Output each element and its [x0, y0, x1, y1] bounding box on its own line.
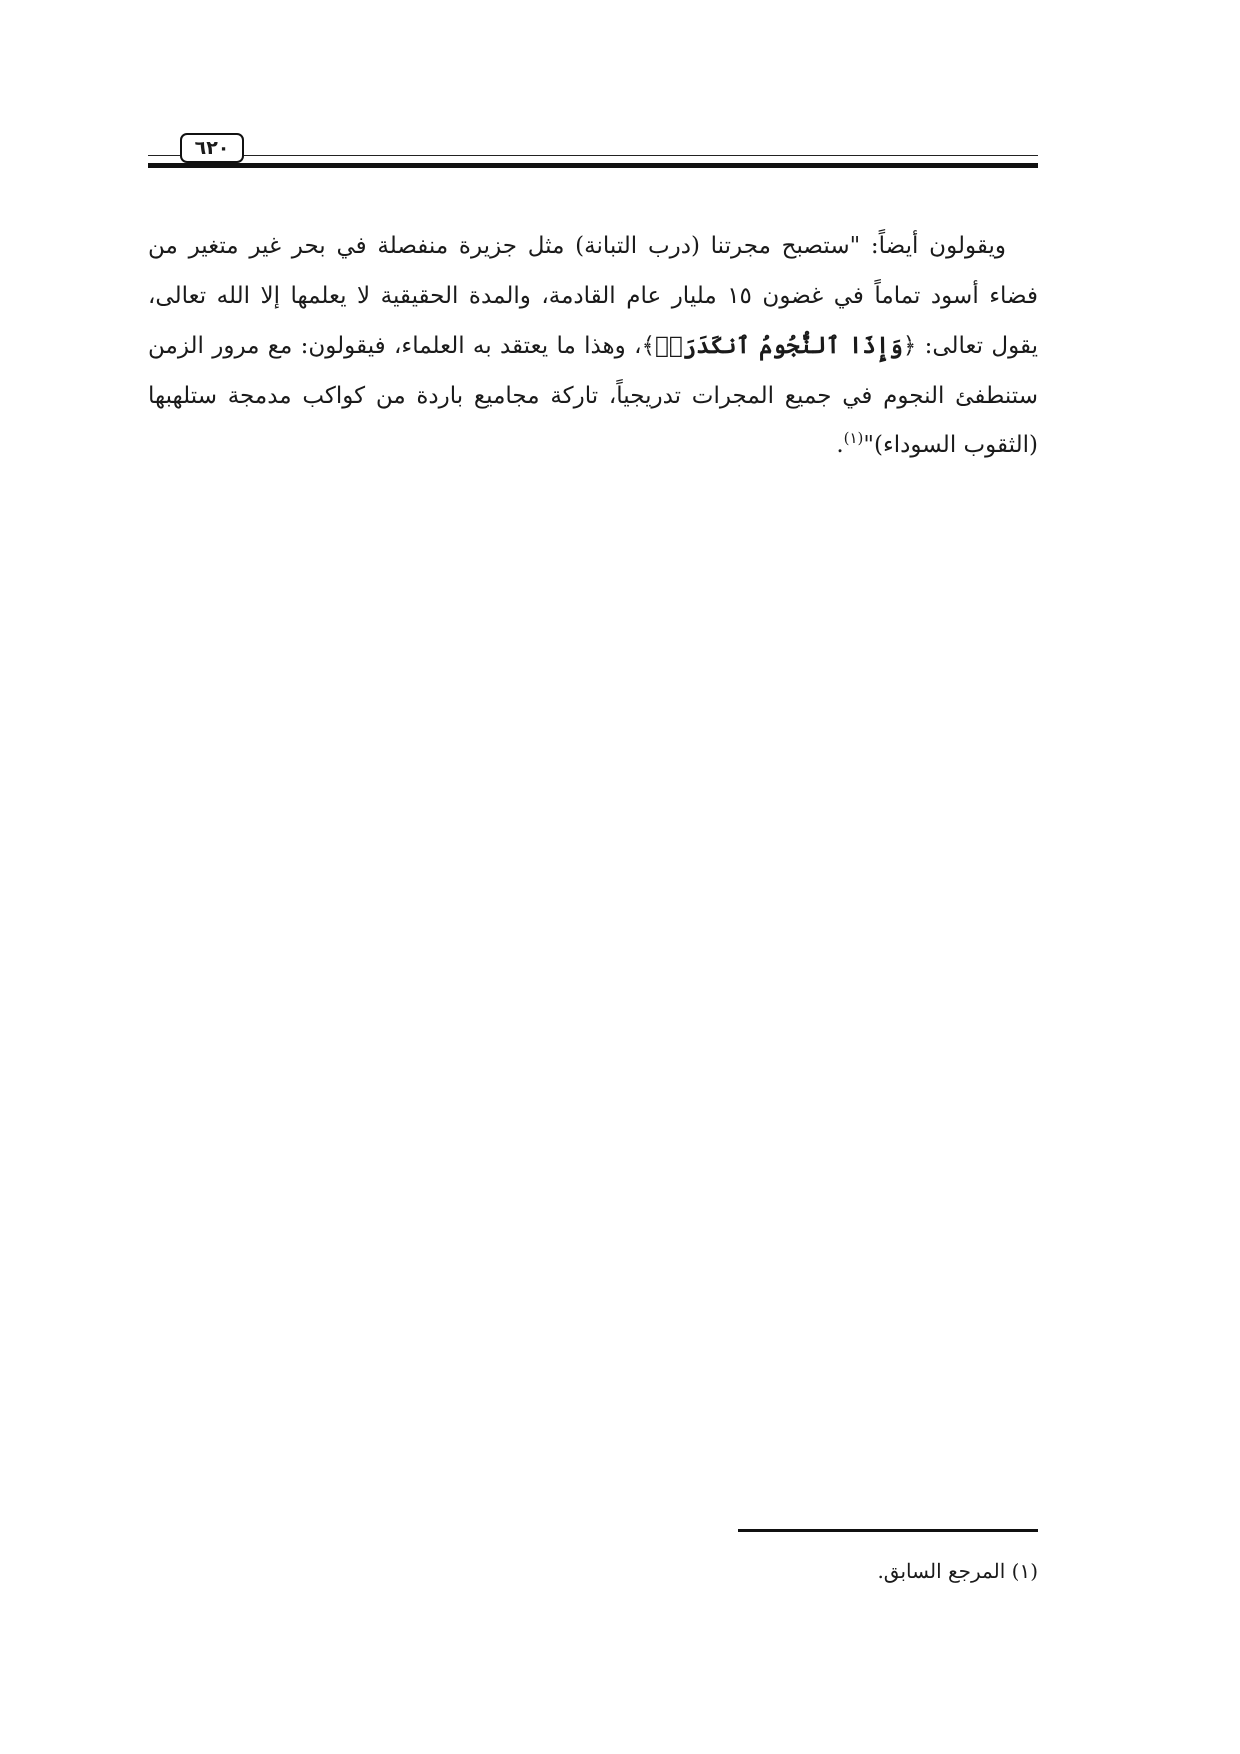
body-line-2: فضاء أسود تماماً في غضون ١٥ مليار عام القادمة، والمدة الحقيقية لا يعلمها إلا الله تعالى، — [148, 282, 1038, 309]
quran-close-bracket: ﴾ — [641, 333, 656, 359]
page-number: ٦٢٠ — [180, 133, 244, 163]
body-line-3-start: يقول تعالى: — [924, 333, 1039, 359]
footnote-1 — [877, 1556, 1038, 1586]
body-paragraph — [148, 222, 1038, 471]
body-line-5-end: . — [836, 432, 844, 458]
body-line-4: ستنطفئ النجوم في جميع المجرات تدريجياً، تاركة مجاميع باردة من كواكب مدمجة ستلهبها — [148, 382, 1038, 409]
footnote-text: المرجع السابق. — [877, 1559, 1006, 1583]
header-rule-thick — [148, 163, 1038, 168]
body-line-1: ويقولون أيضاً: "ستصبح مجرتنا (درب التبانة) مثل جزيرة منفصلة في بحر غير متغير من — [148, 233, 1006, 259]
header-rule-thin — [148, 155, 1038, 156]
footnote-label: (١) — [1011, 1559, 1038, 1583]
footnote-separator — [738, 1529, 1038, 1532]
quran-open-bracket: ﴿ — [902, 333, 917, 359]
body-line-5: (الثقوب السوداء)" — [863, 432, 1038, 458]
footnote-reference: (١) — [843, 429, 864, 447]
body-line-3-end: ، وهذا ما يعتقد به العلماء، فيقولون: مع مرور الزمن — [148, 333, 642, 359]
quran-verse: وَإِذَا ٱلنُّجُومُ ٱنكَدَرَتۡ — [655, 332, 903, 359]
